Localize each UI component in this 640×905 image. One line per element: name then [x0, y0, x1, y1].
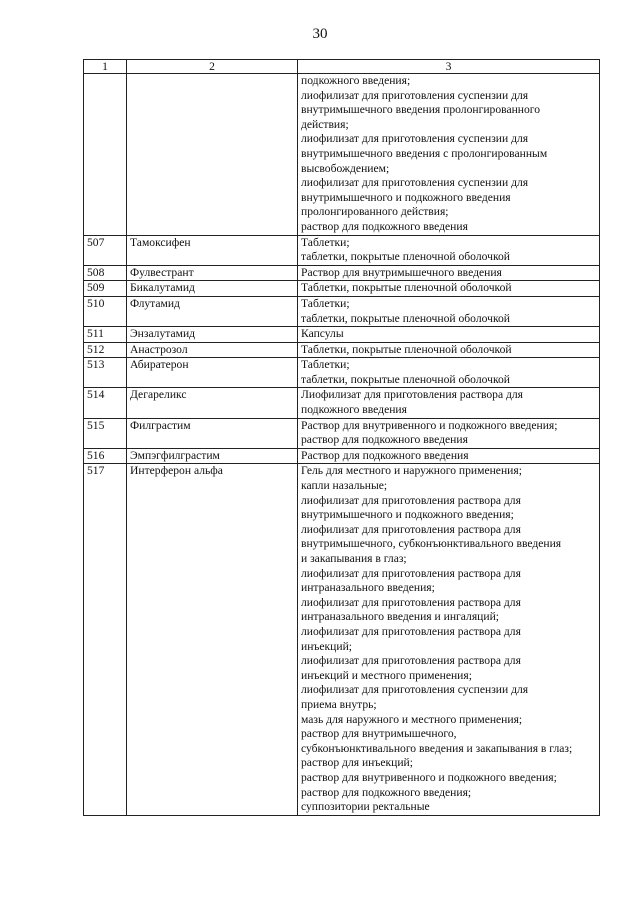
row-number: 507	[84, 235, 127, 265]
dosage-form-line: суппозитории ректальные	[301, 800, 430, 814]
dosage-form-line: внутримышечного введения пролонгированного	[301, 103, 541, 117]
table-row	[84, 388, 600, 418]
dosage-form-line: раствор для инъекций;	[301, 756, 413, 770]
drug-name: Анастрозол	[127, 342, 298, 358]
dosage-form-line: лиофилизат для приготовления раствора для	[301, 493, 521, 507]
page-number: 30	[312, 26, 328, 42]
row-number	[84, 74, 127, 236]
dosage-form-line: Таблетки, покрытые пленочной оболочкой	[301, 281, 512, 295]
dosage-forms	[298, 388, 600, 418]
table-row	[84, 281, 600, 297]
drug-name: Абиратерон	[127, 358, 298, 388]
table-row	[84, 327, 600, 343]
row-number: 515	[84, 418, 127, 448]
dosage-form-line: интраназального введения и ингаляций;	[301, 610, 499, 624]
dosage-form-line: Таблетки, покрытые пленочной оболочкой	[301, 342, 512, 356]
dosage-form-line: пролонгированного действия;	[301, 205, 449, 219]
dosage-forms	[298, 327, 600, 343]
dosage-forms	[298, 296, 600, 326]
row-number: 512	[84, 342, 127, 358]
dosage-forms	[298, 464, 600, 815]
dosage-form-line: внутримышечного введения с пролонгированным	[301, 146, 548, 160]
dosage-form-line: раствор для внутривенного и подкожного введения;	[301, 770, 557, 784]
dosage-form-line: инъекций;	[301, 639, 353, 653]
dosage-form-line: Таблетки;	[301, 358, 350, 372]
dosage-form-line: лиофилизат для приготовления раствора для	[301, 654, 521, 668]
dosage-form-line: мазь для наружного и местного применения;	[301, 712, 523, 726]
dosage-forms	[298, 358, 600, 388]
dosage-form-line: таблетки, покрытые пленочной оболочкой	[301, 311, 510, 325]
dosage-form-line: таблетки, покрытые пленочной оболочкой	[301, 250, 510, 264]
table-row	[84, 464, 600, 815]
row-number: 517	[84, 464, 127, 815]
drug-name: Тамоксифен	[127, 235, 298, 265]
drug-name: Бикалутамид	[127, 281, 298, 297]
dosage-form-line: таблетки, покрытые пленочной оболочкой	[301, 372, 510, 386]
drug-name: Интерферон альфа	[127, 464, 298, 815]
dosage-form-line: лиофилизат для приготовления суспензии для	[301, 176, 529, 190]
dosage-form-line: подкожного введения	[301, 403, 407, 417]
drug-name	[127, 74, 298, 236]
header-col-1: 1	[84, 60, 127, 74]
dosage-form-line: лиофилизат для приготовления раствора для	[301, 522, 521, 536]
table-row	[84, 358, 600, 388]
dosage-form-line: внутримышечного и подкожного введения;	[301, 508, 514, 522]
row-number: 513	[84, 358, 127, 388]
dosage-forms	[298, 265, 600, 281]
dosage-form-line: интраназального введения;	[301, 581, 435, 595]
dosage-form-line: Раствор для внутривенного и подкожного введения;	[301, 418, 558, 432]
table-row	[84, 418, 600, 448]
dosage-forms	[298, 448, 600, 464]
dosage-form-line: субконъюнктивального введения и закапывания в глаз;	[301, 741, 573, 755]
dosage-form-line: Капсулы	[301, 327, 344, 341]
dosage-form-line: Таблетки;	[301, 235, 350, 249]
table-row	[84, 296, 600, 326]
dosage-forms	[298, 418, 600, 448]
dosage-form-line: лиофилизат для приготовления раствора для	[301, 595, 521, 609]
dosage-form-line: и закапывания в глаз;	[301, 552, 407, 565]
dosage-form-line: высвобождением;	[301, 161, 390, 175]
dosage-forms	[298, 235, 600, 265]
row-number: 516	[84, 448, 127, 464]
dosage-form-line: лиофилизат для приготовления суспензии для	[301, 88, 529, 102]
row-number: 510	[84, 296, 127, 326]
dosage-form-line: раствор для подкожного введения;	[301, 785, 472, 799]
dosage-form-line: лиофилизат для приготовления раствора для	[301, 624, 521, 638]
table-row	[84, 74, 600, 236]
dosage-forms	[298, 342, 600, 358]
drug-table	[83, 59, 600, 816]
dosage-form-line: Лиофилизат для приготовления раствора для	[301, 388, 524, 402]
dosage-form-line: раствор для внутримышечного,	[301, 727, 457, 741]
dosage-form-line: Раствор для внутримышечного введения	[301, 265, 502, 279]
dosage-forms	[298, 281, 600, 297]
drug-name: Энзалутамид	[127, 327, 298, 343]
table-row	[84, 265, 600, 281]
drug-name: Филграстим	[127, 418, 298, 448]
dosage-form-line: капли назальные;	[301, 479, 388, 493]
header-col-3: 3	[298, 60, 600, 74]
table-row	[84, 448, 600, 464]
dosage-form-line: действия;	[301, 117, 349, 131]
dosage-form-line: лиофилизат для приготовления раствора для	[301, 566, 521, 580]
dosage-form-line: Таблетки;	[301, 296, 350, 310]
dosage-form-line: внутримышечного, субконъюнктивального введения	[301, 537, 562, 551]
dosage-form-line: Гель для местного и наружного применения;	[301, 464, 522, 478]
drug-name: Эмпэгфилграстим	[127, 448, 298, 464]
drug-name: Дегареликс	[127, 388, 298, 418]
dosage-forms	[298, 74, 600, 236]
dosage-form-line: раствор для подкожного введения	[301, 219, 468, 233]
dosage-form-line: подкожного введения;	[301, 74, 411, 87]
table-row	[84, 342, 600, 358]
table-row	[84, 235, 600, 265]
dosage-form-line: лиофилизат для приготовления суспензии для	[301, 132, 529, 146]
dosage-form-line: Раствор для подкожного введения	[301, 448, 469, 462]
row-number: 514	[84, 388, 127, 418]
table-header-row	[84, 60, 600, 74]
header-col-2: 2	[127, 60, 298, 74]
row-number: 509	[84, 281, 127, 297]
row-number: 508	[84, 265, 127, 281]
dosage-form-line: раствор для подкожного введения	[301, 433, 468, 447]
drug-name: Фулвестрант	[127, 265, 298, 281]
dosage-form-line: инъекций и местного применения;	[301, 668, 472, 682]
dosage-form-line: внутримышечного и подкожного введения	[301, 190, 511, 204]
dosage-form-line: лиофилизат для приготовления суспензии для	[301, 683, 529, 697]
row-number: 511	[84, 327, 127, 343]
drug-name: Флутамид	[127, 296, 298, 326]
dosage-form-line: приема внутрь;	[301, 697, 377, 711]
